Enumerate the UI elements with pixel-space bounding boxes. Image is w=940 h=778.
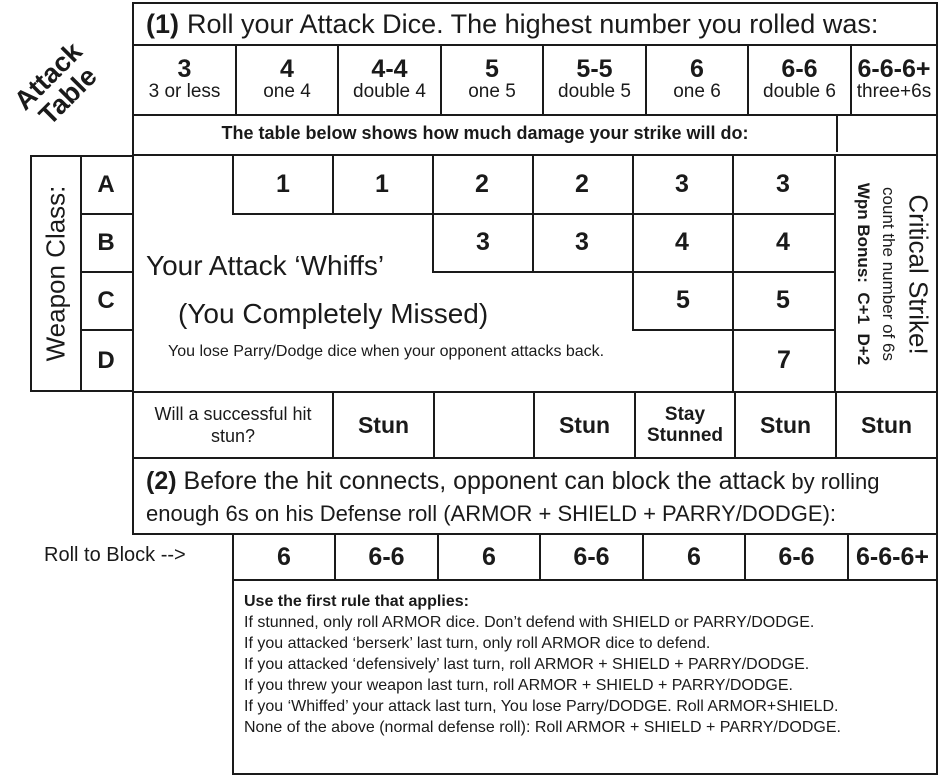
stun-row [132,391,938,459]
critical-strike-line2 [848,155,878,393]
damage-b-5: 3 [432,213,534,273]
block-44: 6-6 [336,535,439,579]
critical-strike-line2-text: Wpn Bonus: C+1 D+2 [854,182,874,366]
roll-desc: three+6s [856,81,932,102]
roll-desc: double 5 [558,81,631,102]
roll-desc: 3 or less [148,81,221,102]
class-column [80,155,134,392]
step2-box [132,457,938,535]
rules-heading: Use the first rule that applies: [244,593,469,610]
rule-item: If you attacked ‘berserk’ last turn, only roll ARMOR dice to defend. [244,635,711,652]
class-d: D [97,346,115,374]
step2-line2: enough 6s on his Defense roll (ARMOR + SHIELD + PARRY/DODGE): [146,501,837,526]
stay-stunned: Stay Stunned [636,393,736,457]
roll-value: 4-4 [371,55,408,83]
roll-cell [134,44,237,114]
step2-line1 [146,465,936,498]
roll-desc: one 6 [673,81,721,102]
roll-value: 6-6 [781,55,818,83]
roll-cell [442,44,544,114]
class-a: A [80,157,132,215]
step2-number: (2) [146,467,177,495]
step2-text-a: Before the hit connects, opponent can block the attack [183,467,786,495]
roll-value: 4 [280,55,294,83]
roll-value: 6 [690,55,704,83]
damage-a-55: 2 [532,155,634,215]
roll-value: 5 [485,55,499,83]
block-55: 6-6 [541,535,644,579]
whiff-line-3: You lose Parry/Dodge dice when your opponent attacks back. [168,343,605,360]
critical-strike-box [836,155,938,393]
damage-note-row [132,114,938,156]
roll-cell [237,44,339,114]
roll-header-row [132,44,938,116]
critical-strike-title [898,155,938,393]
stun-question-text: Will a successful hit stun? [154,404,312,446]
critical-strike-line1-text: count the number of 6s [879,187,899,361]
damage-note-divider [836,114,838,152]
rules-box [232,579,938,775]
step1-header [132,2,938,46]
roll-value: 6-6-6+ [857,55,931,83]
roll-desc: one 4 [263,81,311,102]
damage-c-6: 5 [632,271,734,331]
whiff-line-1: Your Attack ‘Whiffs’ [146,250,385,281]
step1-text: Roll your Attack Dice. The highest number you rolled was: [187,8,879,39]
rule-item: If you threw your weapon last turn, roll ARMOR + SHIELD + PARRY/DODGE. [244,677,793,694]
class-c: C [80,273,132,331]
attack-table-title-text: Attack Table [8,36,103,131]
critical-strike-line1 [876,155,900,393]
stun-666: Stun [860,411,913,438]
stun-44: Stun [334,393,435,457]
roll-cell [647,44,749,114]
roll-desc: double 6 [763,81,836,102]
damage-b-66: 4 [732,213,836,273]
roll-cell [544,44,647,114]
damage-note-text: The table below shows how much damage your strike will do: [221,122,749,143]
rule-item: If stunned, only roll ARMOR dice. Don’t defend with SHIELD or PARRY/DODGE. [244,614,815,631]
damage-a-6: 3 [632,155,734,215]
stun-5 [435,393,535,457]
damage-a-66: 3 [732,155,836,215]
rule-item: If you ‘Whiffed’ your attack last turn, You lose Parry/DODGE. Roll ARMOR+SHIELD. [244,698,839,715]
stun-66: Stun [736,393,837,457]
roll-to-block-label: Roll to Block --> [44,544,186,566]
roll-value: 5-5 [576,55,613,83]
roll-desc: one 5 [468,81,516,102]
roll-cell [852,44,936,114]
weapon-class-label: Weapon Class: [40,185,71,362]
roll-cell [749,44,852,114]
block-5: 6 [439,535,541,579]
stun-question [134,393,334,457]
block-row [232,533,938,581]
block-666: 6-6-6+ [856,542,929,571]
block-66: 6-6 [746,535,849,579]
stun-55: Stun [535,393,636,457]
block-6: 6 [644,535,746,579]
step2-text-b: by rolling [785,469,880,494]
weapon-class-label-box [30,155,82,392]
class-b: B [80,215,132,273]
rule-item: If you attacked ‘defensively’ last turn, roll ARMOR + SHIELD + PARRY/DODGE. [244,656,810,673]
step1-number: (1) [146,8,179,39]
damage-a-4: 1 [232,155,334,215]
roll-value: 3 [177,55,192,83]
damage-d-66: 7 [732,329,836,392]
roll-cell [339,44,442,114]
rule-item: None of the above (normal defense roll): Roll ARMOR + SHIELD + PARRY/DODGE. [244,719,841,736]
whiff-line-2: (You Completely Missed) [178,298,489,329]
attack-table-title [0,27,117,146]
damage-a-5: 2 [432,155,534,215]
block-4: 6 [234,535,336,579]
damage-c-66: 5 [732,271,836,331]
roll-desc: double 4 [353,81,426,102]
critical-strike-title-text: Critical Strike! [903,193,934,355]
damage-b-55: 3 [532,213,634,273]
damage-a-44: 1 [332,155,434,215]
damage-note [134,114,836,152]
damage-b-6: 4 [632,213,734,273]
